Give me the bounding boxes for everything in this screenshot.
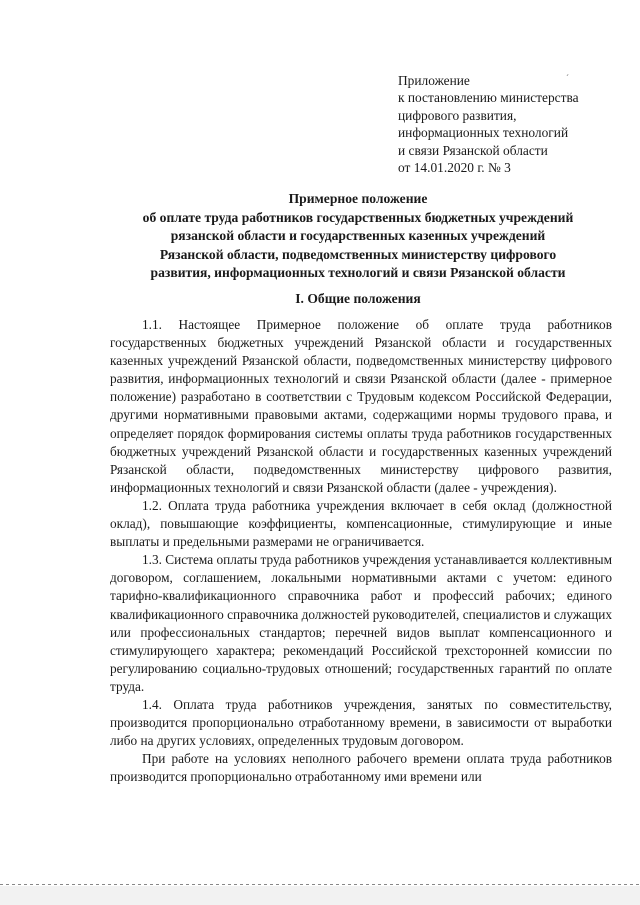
appendix-line: цифрового развития, — [398, 107, 517, 123]
appendix-block — [398, 72, 620, 176]
section-heading: I. Общие положения — [295, 291, 421, 306]
document-body — [110, 316, 612, 786]
appendix-line: информационных технологий — [398, 125, 569, 141]
title-line: Примерное положение — [288, 191, 428, 206]
title-line: Рязанской области, подведомственных министерству цифрового — [159, 246, 557, 262]
document-title — [96, 190, 620, 283]
title-line: об оплате труда работников государственных бюджетных учреждений — [142, 209, 574, 225]
appendix-line: к постановлению министерства — [398, 90, 579, 106]
appendix-line: и связи Рязанской области — [398, 142, 548, 158]
page-footer-strip — [0, 886, 640, 905]
appendix-line: Приложение — [398, 73, 470, 88]
paragraph-1-3: 1.3. Система оплаты труда работников учреждения устанавливается коллективным договором, соглашением, локальными нормативными актами с учетом: единого тарифно-квалификационного справочника работ и профессий рабочих; единого квалификационного справочника должностей руководителей, специалистов и служащих или профессиональных стандартов; перечней видов выплат компенсационного и стимулирующего характера; рекомендаций Российской трехсторонней комиссии по регулированию социально-трудовых отношений; государственных гарантий по оплате труда. — [110, 552, 612, 694]
page-divider — [0, 884, 640, 885]
paragraph-1-4: 1.4. Оплата труда работников учреждения, занятых по совместительству, производится пропорционально отработанному времени, в зависимости от выработки либо на других условиях, определенных трудовым договором. — [110, 696, 612, 749]
paragraph-part-time: При работе на условиях неполного рабочего времени оплата труда работников производится пропорционально отработанному ими времени или — [110, 751, 612, 785]
paragraph-1-2: 1.2. Оплата труда работника учреждения включает в себя оклад (должностной оклад), повышающие коэффициенты, компенсационные, стимулирующие и иные выплаты и предельными размерами не ограничивается. — [110, 497, 612, 550]
title-line: развития, информационных технологий и связи Рязанской области — [150, 265, 566, 281]
appendix-line: от 14.01.2020 г. № 3 — [398, 160, 511, 176]
title-line: рязанской области и государственных казенных учреждений — [170, 228, 546, 244]
scan-mark: ´ — [566, 73, 569, 83]
paragraph-1-1: 1.1. Настоящее Примерное положение об оплате труда работников государственных бюджетных учреждений Рязанской области и государственных казенных учреждений Рязанской области, подведомственных министерству цифрового развития, информационных технологий и связи Рязанской области (далее - примерное положение) разработано в соответствии с Трудовым кодексом Российской Федерации, другими нормативными правовыми актами, содержащими нормы трудового права, и определяет порядок формирования системы оплаты труда работников государственных бюджетных учреждений Рязанской области и государственных казенных учреждений Рязанской области, подведомственных министерству цифрового развития, информационных технологий и связи Рязанской области (далее - учреждения). — [110, 317, 612, 495]
